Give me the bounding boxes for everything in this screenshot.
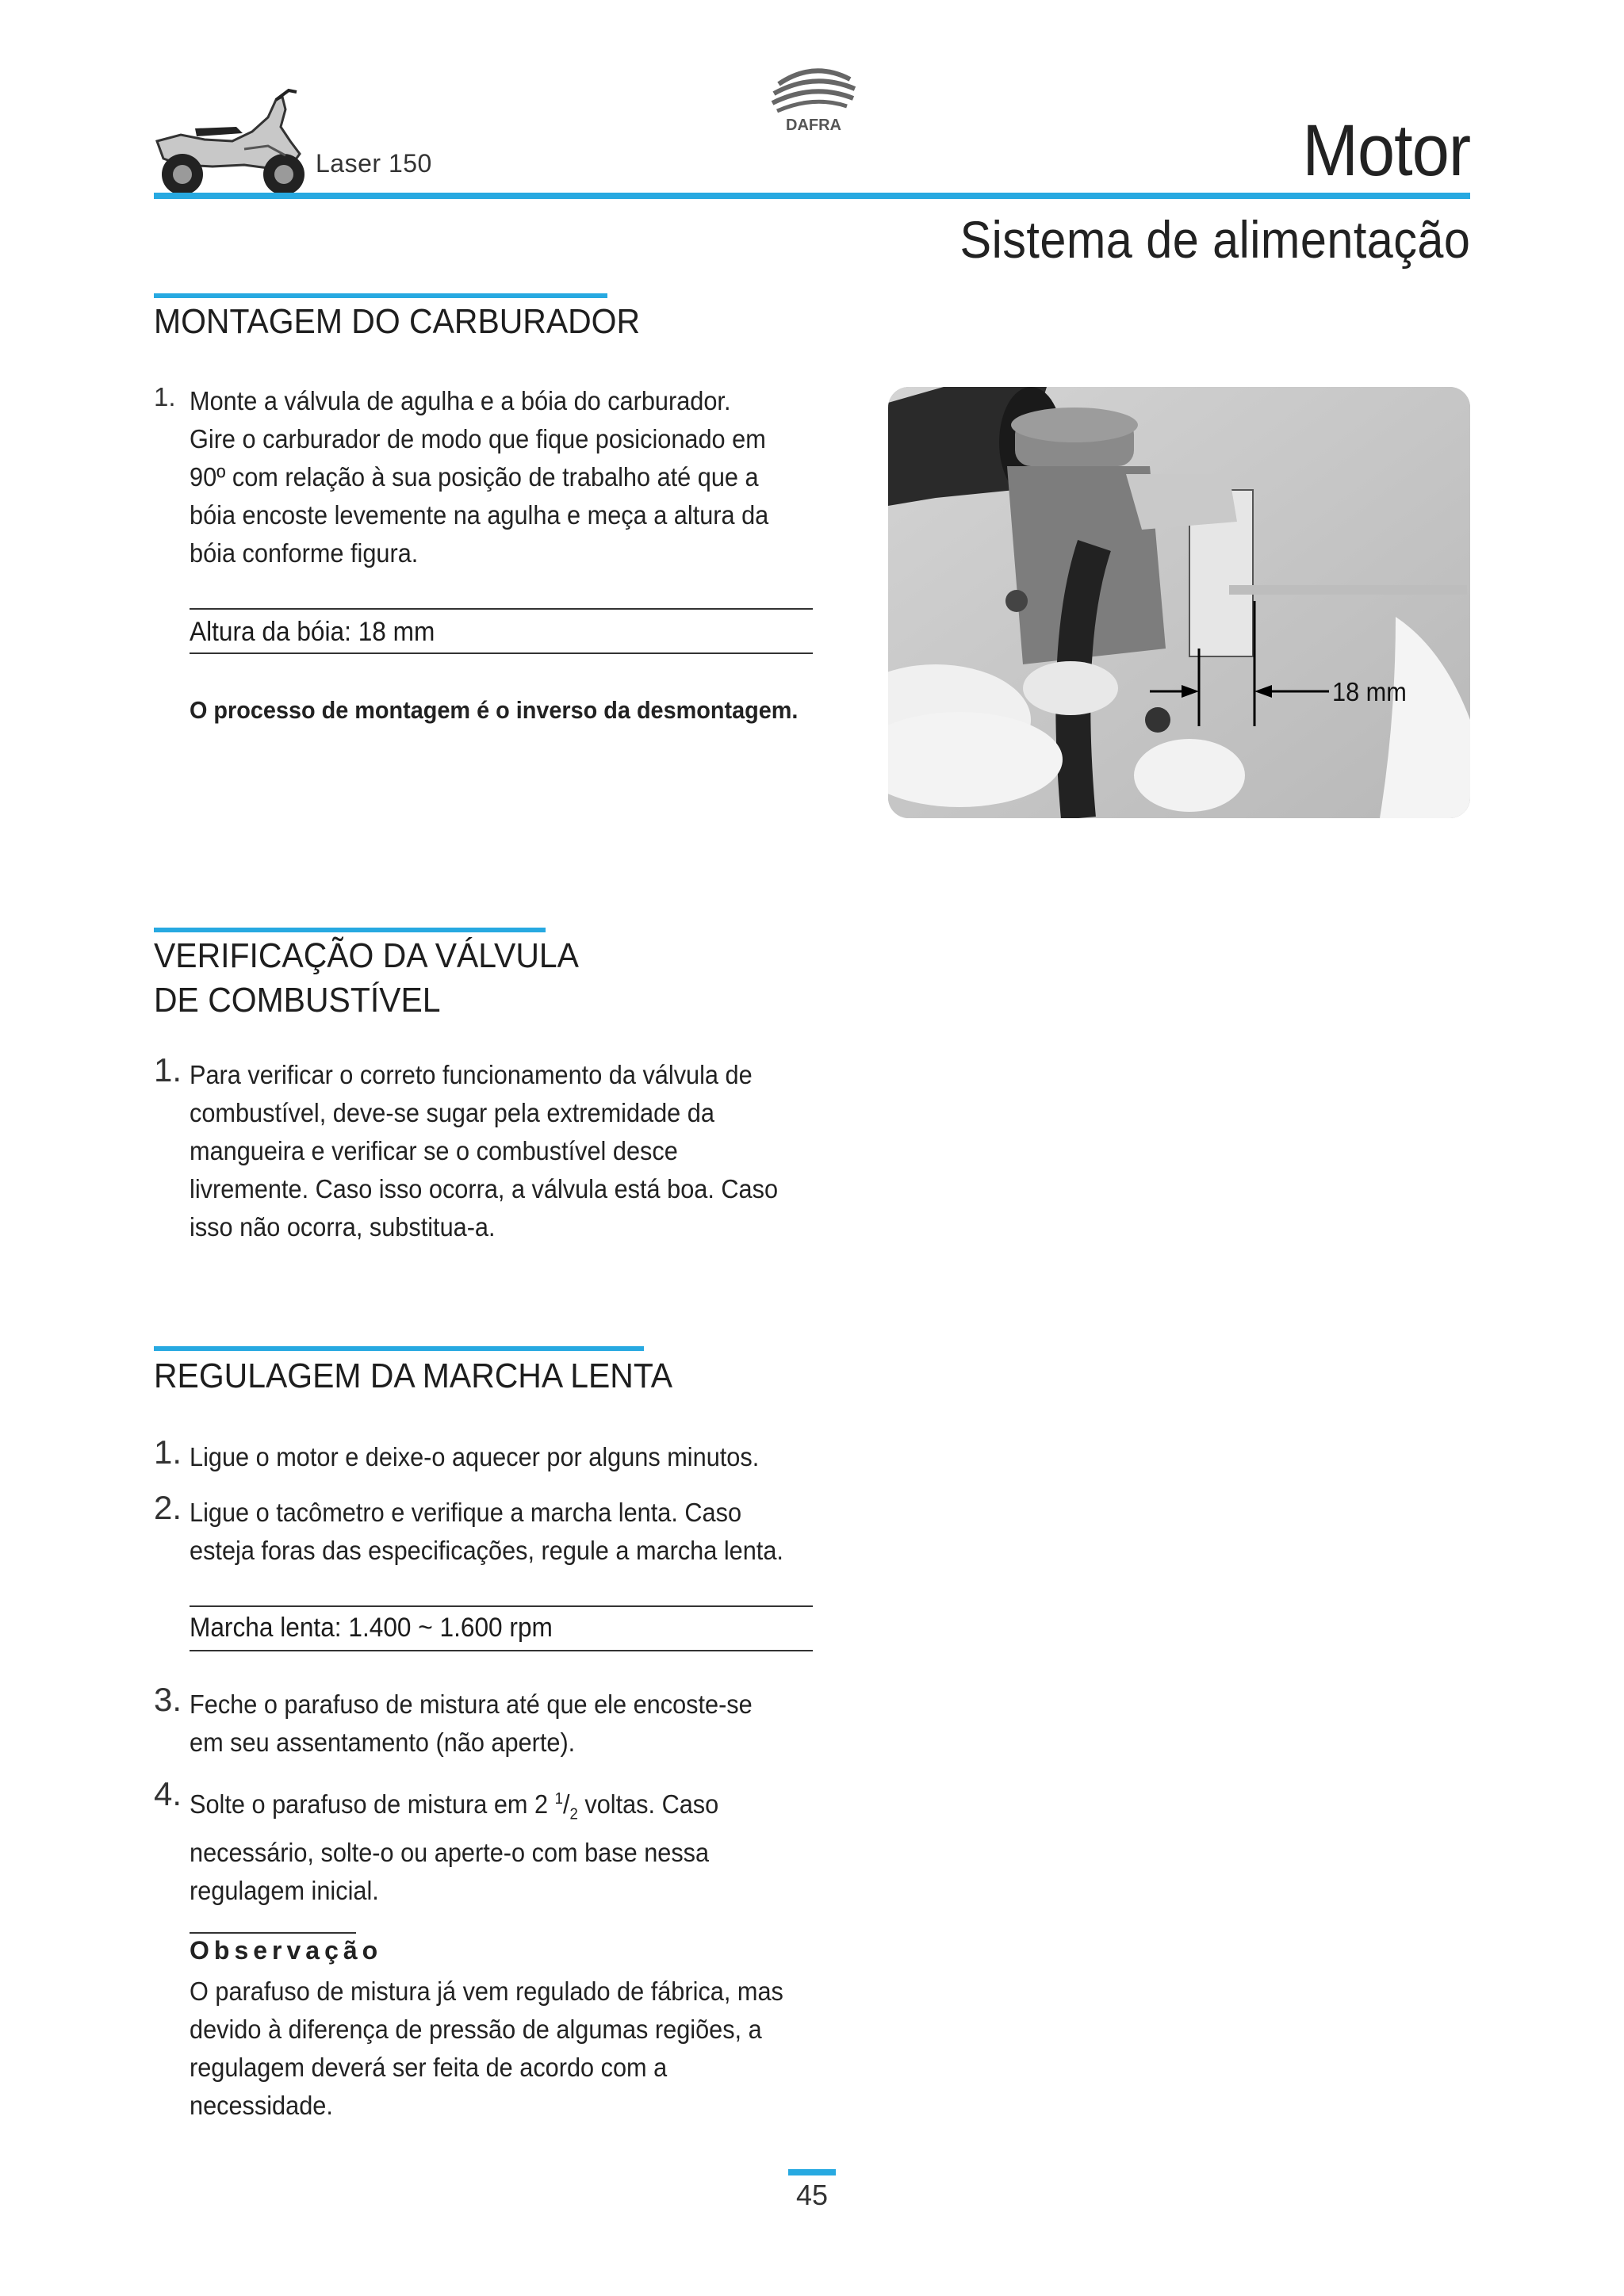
section-rule-idle	[154, 1346, 644, 1351]
step-text: Feche o parafuso de mistura até que ele encoste-se em seu assentamento (não aperte).	[190, 1689, 753, 1757]
step-text: Para verificar o correto funcionamento da válvula de combustível, deve-se sugar pela extremidade da mangueira e verificar se o combustível desce livremente. Caso isso ocorra, a válvula está boa. Caso isso não ocorra, substitua-a.	[190, 1060, 779, 1242]
observation-rule	[190, 1932, 356, 1934]
page-subtitle: Sistema de alimentação	[959, 210, 1470, 269]
idle-step-2	[154, 1489, 836, 1573]
spec-rule-top	[190, 608, 813, 610]
carburetor-photo	[888, 387, 1470, 818]
step-number: 1.	[154, 382, 176, 411]
page-title: Motor	[1302, 110, 1470, 191]
step-text-a: Solte o parafuso de mistura em 2	[190, 1789, 549, 1819]
fraction-one-half: $^1/_2$	[554, 1789, 578, 1823]
idle-step-3	[154, 1681, 836, 1765]
step-text: Ligue o motor e deixe-o aquecer por alguns minutos.	[190, 1442, 760, 1471]
page-number: 45	[796, 2179, 829, 2211]
idle-step-1	[154, 1433, 836, 1478]
step-number: 3.	[154, 1681, 182, 1718]
float-height-spec: Altura da bóia: 18 mm	[190, 617, 435, 647]
step-text-b: voltas. Caso necessário, solte-o ou aperte-o com base nessa regulagem inicial.	[190, 1789, 719, 1905]
section-title-idle: REGULAGEM DA MARCHA LENTA	[154, 1357, 673, 1395]
observation-text: O parafuso de mistura já vem regulado de fábrica, mas devido à diferença de pressão de algumas regiões, a regulagem deverá ser feita de acordo com a necessidade.	[190, 1976, 783, 2120]
scooter-icon	[149, 86, 316, 197]
spec-rule-bottom	[190, 652, 813, 654]
idle-speed-spec: Marcha lenta: 1.400 ~ 1.600 rpm	[190, 1613, 553, 1643]
step-number: 4.	[154, 1775, 182, 1812]
step-number: 1.	[154, 1051, 182, 1089]
step-text: Ligue o tacômetro e verifique a marcha lenta. Caso esteja foras das especificações, regule a marcha lenta.	[190, 1498, 783, 1565]
idle-step-4	[154, 1775, 836, 1905]
section-title-valve-line1: VERIFICAÇÃO DA VÁLVULA	[154, 936, 579, 975]
header-rule	[154, 193, 1470, 199]
page-number-rule	[788, 2169, 836, 2175]
section-title-valve-line2: DE COMBUSTÍVEL	[154, 981, 441, 1020]
assembly-note: O processo de montagem é o inverso da desmontagem.	[190, 696, 799, 724]
brand-text: DAFRA	[786, 117, 841, 133]
valve-step-1	[154, 1051, 836, 1254]
assembly-step-1	[154, 382, 836, 580]
section-rule-valve	[154, 928, 546, 932]
step-text	[190, 1780, 750, 1910]
step-text: Monte a válvula de agulha e a bóia do carburador. Gire o carburador de modo que fique posicionado em 90º com relação à sua posição de trabalho até que a bóia encoste levemente na agulha e meça a altura da bóia conforme figura.	[190, 386, 769, 568]
section-title-assembly: MONTAGEM DO CARBURADOR	[154, 302, 641, 341]
step-number: 1.	[154, 1433, 182, 1471]
section-rule-assembly	[154, 293, 607, 298]
observation-title: Observação	[190, 1936, 383, 1965]
measurement-label: 18 mm	[1332, 677, 1407, 706]
dafra-logo-icon	[768, 60, 860, 133]
spec-rule-bottom	[190, 1650, 813, 1651]
spec-rule-top	[190, 1605, 813, 1607]
model-label: Laser 150	[316, 149, 432, 178]
step-number: 2.	[154, 1489, 182, 1526]
